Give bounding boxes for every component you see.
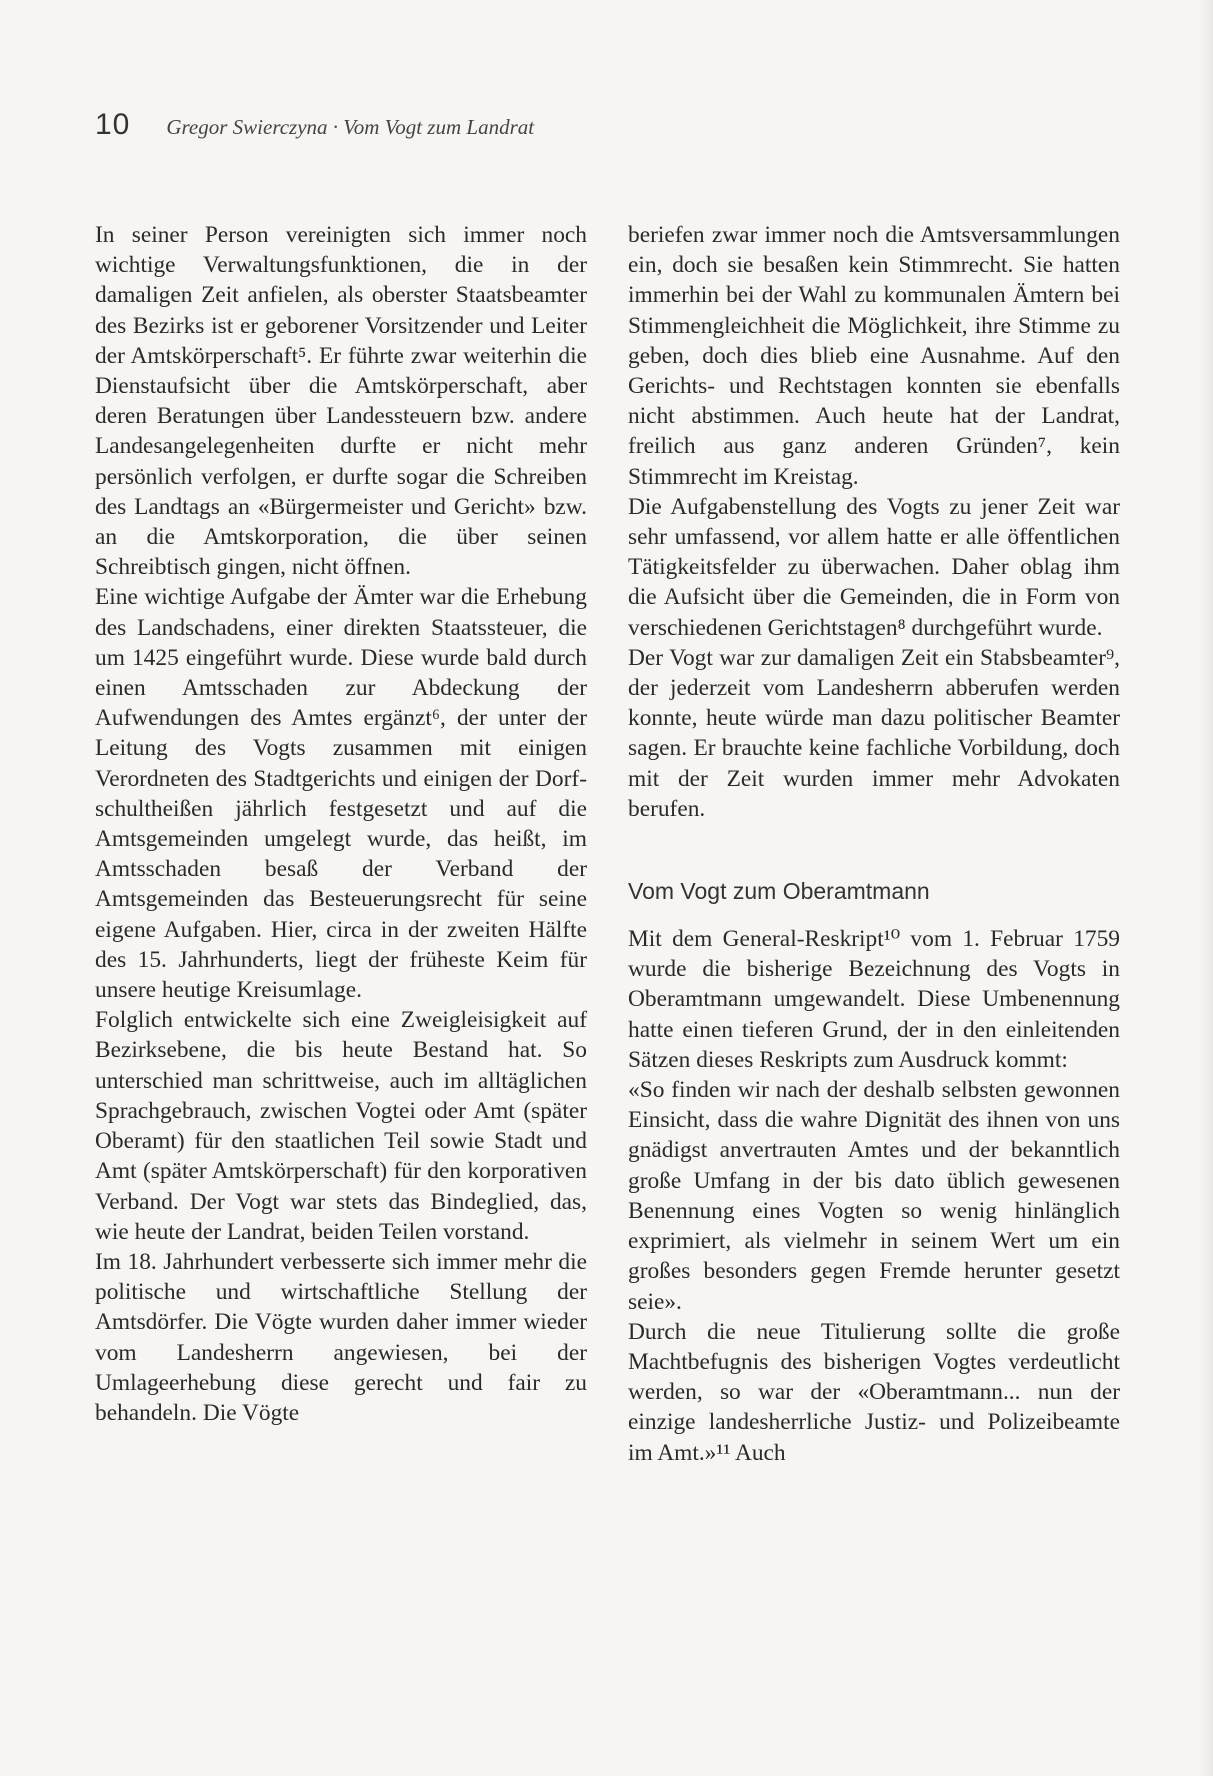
paragraph: beriefen zwar immer noch die Amtsversammlungen ein, doch sie besaßen kein Stimmrecht. Sie hatten immerhin bei der Wahl zu kommunalen Ämtern bei Stimmengleichheit die Möglichkeit, ihre Stimme zu geben, doch dies blieb eine Ausnahme. Auf den Gerichts- und Rechtstagen konnten sie ebenfalls nicht abstimmen. Auch heute hat der Landrat, freilich aus ganz anderen Gründen⁷, kein Stimmrecht im Kreistag. bbox=[628, 222, 1120, 490]
paragraph: In seiner Person vereinigten sich immer noch wichtige Verwaltungsfunktionen, die in der damaligen Zeit anfielen, als oberster Staatsbeamter des Bezirks ist er geborener Vorsitzender und Leiter der Amtskörperschaft⁵. Er führte zwar weiterhin die Dienstaufsicht über die Amtskörperschaft, aber deren Beratungen über Landessteuern bzw. andere Landesangelegenheiten durfte er nicht mehr persönlich verfolgen, er durfte sogar die Schreiben des Landtags an «Bürgermeister und Gericht» bzw. an die Amtskorporation, die über seinen Schreibtisch gingen, nicht öffnen. bbox=[95, 222, 587, 581]
page-number: 10 bbox=[95, 108, 131, 141]
paragraph: Mit dem General-Reskript¹⁰ vom 1. Februar 1759 wurde die bisherige Bezeichnung des Vogts in Oberamtmann umgewandelt. Diese Umbenennung hatte einen tieferen Grund, der in den einleitenden Sätzen dieses Reskripts zum Ausdruck kommt: bbox=[628, 926, 1120, 1073]
paragraph: Durch die neue Titulierung sollte die große Machtbefugnis des bisherigen Vogtes verdeutlicht werden, so war der «Oberamtmann... nun der einzige landesherrliche Justiz- und Polizeibeamte im Amt.»¹¹ Auch bbox=[628, 1318, 1120, 1466]
running-head: Gregor Swierczyna · Vom Vogt zum Landrat bbox=[166, 115, 535, 139]
paragraph: Im 18. Jahrhundert verbesserte sich immer mehr die politische und wirtschaftliche Stellung der Amtsdörfer. Die Vögte wurden daher immer wieder vom Landesherrn angewiesen, bei der Umlageerhebung diese gerecht und fair zu behandeln. Die Vögte bbox=[95, 1248, 587, 1426]
paragraph: «So finden wir nach der deshalb selbsten gewonnen Einsicht, dass die wahre Dignität des ihnen von uns gnädigst anvertrauten Amtes und der bekanntlich große Umfang in der bis dato üblich gewesenen Benennung eines Vogten so wenig hinlänglich exprimiert, als vielmehr in seinem Wert um ein großes besonders gegen Fremde herunter gesetzt seie». bbox=[628, 1077, 1120, 1315]
paragraph: Eine wichtige Aufgabe der Ämter war die Erhebung des Landschadens, einer direkten Staatssteuer, die um 1425 eingeführt wurde. Diese wurde bald durch einen Amtsschaden zur Abdeckung der Aufwendungen des Amtes ergänzt⁶, der unter der Leitung des Vogts zusammen mit einigen Verordneten des Stadtgerichts und einigen der Dorfschultheißen jährlich festgesetzt und auf die Amtsgemeinden umgelegt wurde, das heißt, im Amtsschaden besaß der Verband der Amtsgemeinden das Besteuerungsrecht für seine eigene Aufgaben. Hier, circa in der zweiten Hälfte des 15. Jahrhunderts, liegt der früheste Keim für unsere heutige Kreisumlage. bbox=[95, 584, 587, 1004]
section-heading: Vom Vogt zum Oberamtmann bbox=[628, 878, 930, 905]
paragraph: Folglich entwickelte sich eine Zweigleisigkeit auf Bezirksebene, die bis heute Bestand hat. So unterschied man schrittweise, auch im alltäglichen Sprachgebrauch, zwischen Vogtei oder Amt (später Oberamt) für den staatlichen Teil sowie Stadt und Amt (später Amtskörperschaft) für den korporativen Verband. Der Vogt war stets das Bindeglied, das, wie heute der Landrat, beiden Teilen vorstand. bbox=[95, 1007, 587, 1245]
right-column bbox=[628, 220, 1120, 1468]
paragraph: Der Vogt war zur damaligen Zeit ein Stabsbeamter⁹, der jederzeit vom Landesherrn abberufen werden konnte, heute würde man dazu politischer Beamter sagen. Er brauchte keine fachliche Vorbildung, doch mit der Zeit wurden immer mehr Advokaten berufen. bbox=[628, 644, 1120, 822]
page-edge-shadow bbox=[1199, 0, 1213, 1776]
paragraph: Die Aufgabenstellung des Vogts zu jener Zeit war sehr umfassend, vor allem hatte er alle öffentlichen Tätigkeitsfelder zu überwachen. Daher oblag ihm die Aufsicht über die Gemeinden, die in Form von verschiedenen Gerichtstagen⁸ durchgeführt wurde. bbox=[628, 493, 1120, 641]
left-column bbox=[95, 220, 587, 1428]
page-header bbox=[95, 108, 534, 152]
